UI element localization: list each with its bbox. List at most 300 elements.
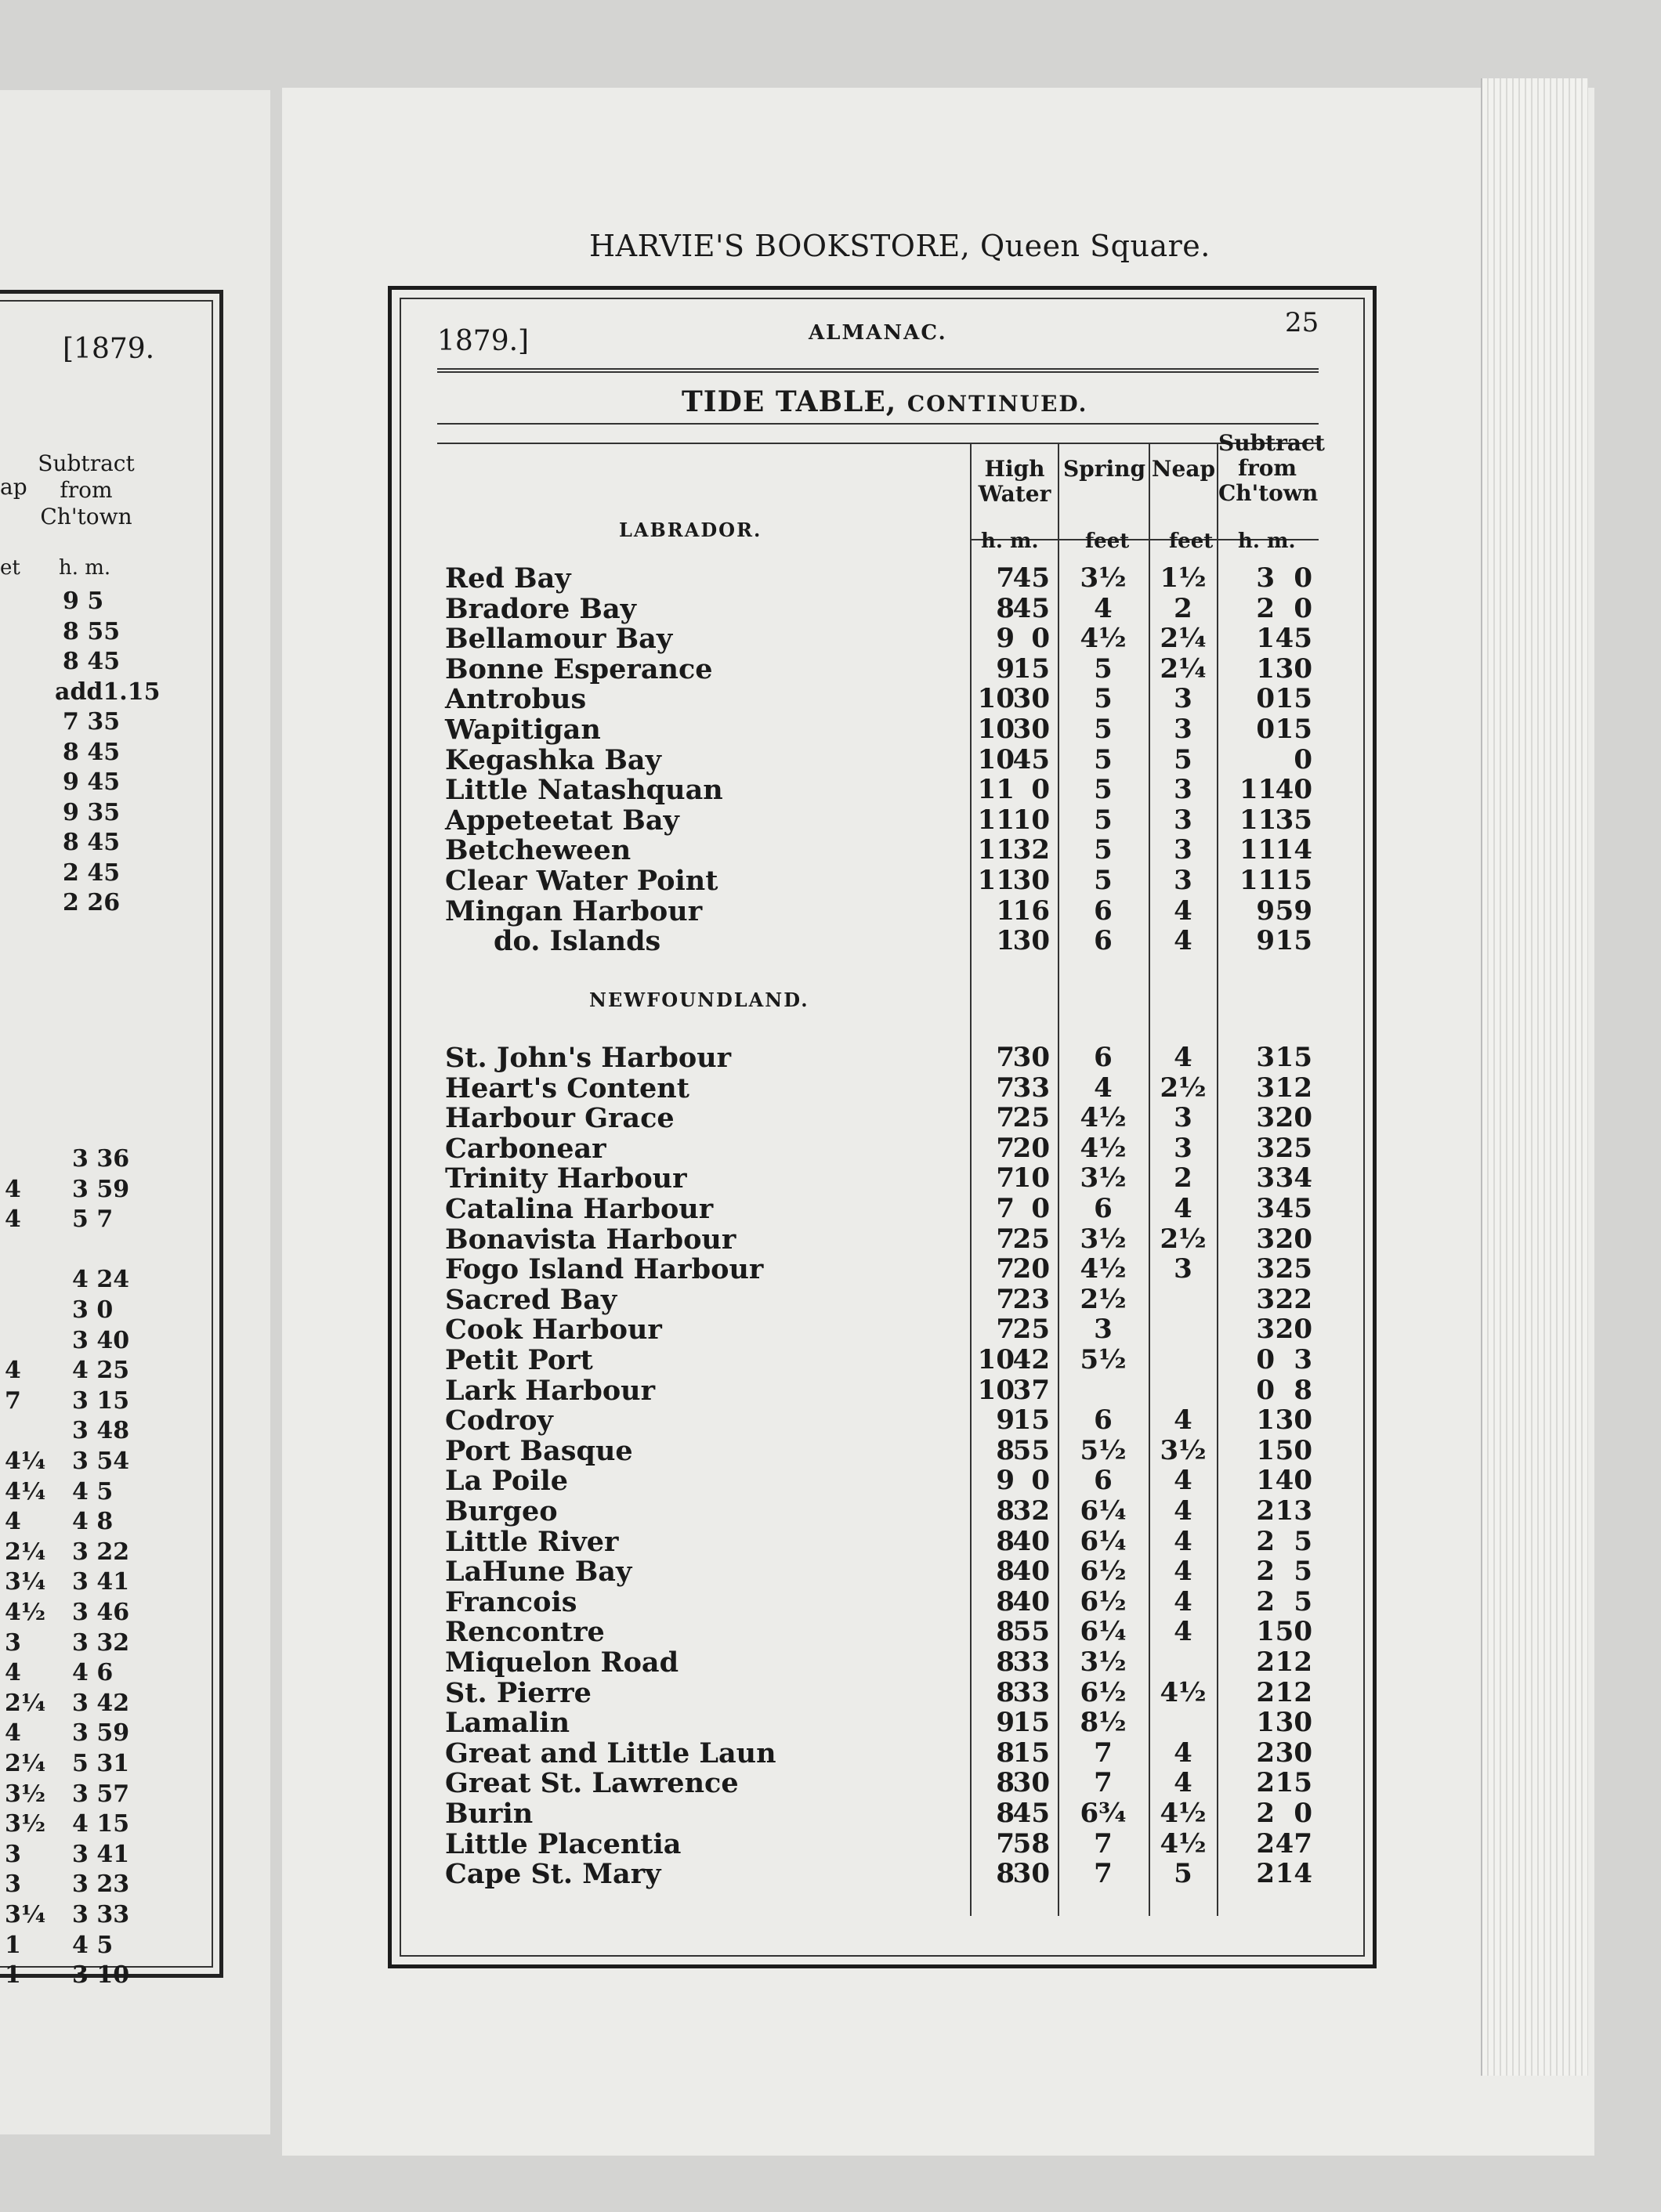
neap-feet: 3 <box>1174 683 1192 715</box>
place-name: Carbonear <box>445 1132 606 1165</box>
high-water-hours: 9 <box>996 652 1015 685</box>
table-row <box>0 683 1661 716</box>
subtract-minutes: 30 <box>1275 652 1312 685</box>
high-water-minutes: 0 <box>1031 623 1050 655</box>
spring-feet: 6 <box>1094 895 1113 927</box>
high-water-minutes: 10 <box>1012 804 1050 836</box>
high-water-minutes: 58 <box>1012 1827 1050 1860</box>
subtract-hours: 2 <box>1256 1858 1275 1890</box>
neap-feet: 3 <box>1174 865 1192 896</box>
high-water-hours: 9 <box>996 623 1015 655</box>
spring-feet: 5 <box>1094 865 1113 896</box>
high-water-hours: 8 <box>996 592 1015 624</box>
high-water-minutes: 16 <box>1012 895 1050 927</box>
spring-feet: 3½ <box>1080 1223 1127 1255</box>
high-water-minutes: 32 <box>1012 834 1050 866</box>
table-row <box>0 895 1661 925</box>
left-page-value: 2 26 <box>63 889 121 916</box>
high-water-minutes: 25 <box>1012 1314 1050 1346</box>
subtract-minutes: 22 <box>1275 1283 1312 1315</box>
spring-feet: 2½ <box>1080 1283 1127 1315</box>
table-row <box>0 1102 1661 1135</box>
neap-feet: 5 <box>1174 1858 1192 1890</box>
left-page-value: 4 5 <box>72 1931 114 1959</box>
units-subtract: h. m. <box>1238 530 1296 553</box>
high-water-minutes: 10 <box>1012 1162 1050 1195</box>
subtract-hours: 9 <box>1256 925 1275 957</box>
table-row <box>0 1132 1661 1165</box>
spring-feet: 8½ <box>1080 1707 1127 1739</box>
high-water-hours: 10 <box>977 683 1015 715</box>
place-name: Little Placentia <box>445 1827 682 1860</box>
table-row <box>0 1828 1661 1858</box>
place-name: Rencontre <box>445 1616 605 1649</box>
high-water-minutes: 45 <box>1012 1798 1050 1829</box>
bookstore-header: HARVIE'S BOOKSTORE, Queen Square. <box>589 229 1210 263</box>
left-page-value: 5 31 <box>72 1750 130 1777</box>
high-water-minutes: 33 <box>1012 1072 1050 1104</box>
subtract-minutes: 14 <box>1275 1858 1312 1890</box>
high-water-hours: 8 <box>996 1495 1015 1527</box>
spring-feet: 6¾ <box>1080 1798 1127 1829</box>
high-water-hours: 10 <box>977 1344 1015 1375</box>
neap-feet: 2 <box>1174 592 1192 624</box>
table-row <box>0 714 1661 746</box>
subtract-minutes: 15 <box>1275 683 1312 715</box>
table-row <box>0 653 1661 683</box>
left-page-value: 3 <box>5 1840 21 1868</box>
left-page-value: 2 45 <box>63 858 121 887</box>
high-water-minutes: 15 <box>1012 1707 1050 1739</box>
place-name: Appeteetat Bay <box>445 804 679 837</box>
high-water-hours: 8 <box>996 1737 1015 1769</box>
left-page-value: 4 <box>5 1175 21 1203</box>
neap-feet: 4½ <box>1160 1827 1207 1860</box>
subtract-minutes: 47 <box>1275 1827 1312 1860</box>
place-name: Great and Little Laun <box>445 1737 776 1769</box>
high-water-minutes: 23 <box>1012 1283 1050 1315</box>
subtract-minutes: 20 <box>1275 1314 1312 1346</box>
subtract-minutes: 15 <box>1275 1767 1312 1799</box>
left-page-value: 3 23 <box>72 1870 130 1899</box>
high-water-minutes: 25 <box>1012 1102 1050 1134</box>
high-water-hours: 10 <box>977 1374 1015 1406</box>
spring-feet: 6 <box>1094 1193 1113 1224</box>
high-water-minutes: 15 <box>1012 1404 1050 1437</box>
left-page-value: 3 41 <box>72 1840 130 1868</box>
place-name: Lamalin <box>445 1707 570 1740</box>
neap-feet: 3 <box>1174 804 1192 836</box>
neap-feet: 4½ <box>1160 1798 1207 1829</box>
high-water-hours: 1 <box>996 895 1015 927</box>
high-water-hours: 8 <box>996 1616 1015 1648</box>
high-water-minutes: 30 <box>1012 1767 1050 1799</box>
spring-feet: 7 <box>1094 1737 1113 1769</box>
subtract-hours: 1 <box>1256 1616 1275 1648</box>
neap-feet: 4 <box>1174 1525 1192 1557</box>
left-page-ap: ap <box>0 474 27 500</box>
left-page-value: 3¼ <box>5 1901 46 1928</box>
subtract-hours: 3 <box>1256 1162 1275 1195</box>
high-water-hours: 9 <box>996 1465 1015 1497</box>
left-page-value: 3 <box>5 1628 21 1657</box>
left-page-value: 3 33 <box>72 1901 130 1928</box>
place-name: Bradore Bay <box>445 592 637 625</box>
table-row <box>0 834 1661 867</box>
left-page-value: 4 <box>5 1205 21 1234</box>
high-water-hours: 10 <box>977 743 1015 775</box>
left-page-value: 3 57 <box>72 1780 130 1808</box>
table-row <box>0 1465 1661 1498</box>
high-water-minutes: 42 <box>1012 1344 1050 1375</box>
place-name: Betcheween <box>445 834 631 867</box>
left-page-value: 7 <box>5 1386 21 1415</box>
table-row <box>0 1284 1661 1314</box>
neap-feet: 3 <box>1174 1253 1192 1285</box>
neap-feet: 4 <box>1174 1465 1192 1497</box>
left-page-value: 3 22 <box>72 1538 130 1566</box>
subtract-minutes: 30 <box>1275 1707 1312 1739</box>
left-page-value: 3 59 <box>72 1719 130 1748</box>
neap-feet: 3 <box>1174 1132 1192 1164</box>
left-page-value: 8 55 <box>63 617 121 645</box>
table-row <box>0 1344 1661 1374</box>
left-page-value: 4 5 <box>72 1477 114 1505</box>
high-water-minutes: 20 <box>1012 1132 1050 1164</box>
spring-header: Spring <box>1062 456 1146 482</box>
left-page-year: [1879. <box>63 333 155 365</box>
table-row <box>0 1677 1661 1707</box>
place-name: Bonne Esperance <box>445 652 713 685</box>
spring-feet: 6½ <box>1080 1556 1127 1588</box>
high-water-hours: 8 <box>996 1798 1015 1829</box>
subtract-hours: 3 <box>1256 1253 1275 1285</box>
neap-feet: 3 <box>1174 834 1192 866</box>
high-water-minutes: 40 <box>1012 1585 1050 1617</box>
subtract-minutes: 40 <box>1275 1465 1312 1497</box>
place-name: Burgeo <box>445 1495 558 1527</box>
subtract-hours: 2 <box>1256 1827 1275 1860</box>
subtract-hours: 2 <box>1256 1676 1275 1708</box>
place-name: LaHune Bay <box>445 1556 632 1589</box>
subtract-hours: 0 <box>1256 1374 1275 1406</box>
left-page-units: h. m. <box>59 556 111 580</box>
subtract-minutes: 12 <box>1275 1676 1312 1708</box>
table-row <box>0 774 1661 807</box>
table-row <box>0 1435 1661 1465</box>
place-name: St. John's Harbour <box>445 1042 732 1074</box>
high-water-minutes: 32 <box>1012 1495 1050 1527</box>
left-page-value: 8 45 <box>63 738 121 766</box>
left-page-value: 9 45 <box>63 768 121 796</box>
left-page-value: 4 8 <box>72 1508 114 1536</box>
high-water-hours: 10 <box>977 714 1015 745</box>
subtract-hours: 2 <box>1256 1495 1275 1527</box>
subtract-minutes: 5 <box>1294 1556 1312 1588</box>
table-row <box>0 1072 1661 1102</box>
left-page-value: 9 35 <box>63 798 121 826</box>
subtract-minutes: 25 <box>1275 1132 1312 1164</box>
left-page-value: 3 40 <box>72 1326 130 1354</box>
high-water-hours: 11 <box>977 804 1015 836</box>
subtract-minutes: 35 <box>1275 804 1312 836</box>
subtract-hours: 3 <box>1256 1314 1275 1346</box>
left-page-value: 3 <box>5 1870 21 1899</box>
high-water-hours: 11 <box>977 834 1015 866</box>
subtract-header: Subtract from Ch'town <box>1218 430 1325 506</box>
left-page-value: 8 45 <box>63 829 121 856</box>
subtract-hours: 3 <box>1256 1283 1275 1315</box>
neap-feet: 5 <box>1174 743 1192 775</box>
table-row <box>0 1404 1661 1437</box>
table-row <box>0 1193 1661 1223</box>
table-row <box>0 744 1661 774</box>
high-water-minutes: 33 <box>1012 1646 1050 1678</box>
left-page-value: 4 25 <box>72 1357 130 1385</box>
spring-feet: 5 <box>1094 804 1113 836</box>
place-name: Catalina Harbour <box>445 1193 714 1225</box>
table-row <box>0 1737 1661 1767</box>
place-name: Harbour Grace <box>445 1102 675 1135</box>
high-water-hours: 8 <box>996 1676 1015 1708</box>
left-page-value: 5 7 <box>72 1205 114 1234</box>
high-water-minutes: 55 <box>1012 1616 1050 1648</box>
high-water-hours: 8 <box>996 1556 1015 1588</box>
high-water-hours: 7 <box>996 1827 1015 1860</box>
high-water-hours: 7 <box>996 1042 1015 1073</box>
spring-feet: 7 <box>1094 1858 1113 1890</box>
neap-feet: 4 <box>1174 1737 1192 1769</box>
table-row <box>0 1767 1661 1800</box>
spring-feet: 5½ <box>1080 1434 1127 1466</box>
place-name: Heart's Content <box>445 1072 689 1104</box>
left-page-value: 3 41 <box>72 1568 130 1596</box>
high-water-minutes: 15 <box>1012 652 1050 685</box>
subtract-hours: 1 <box>1256 1404 1275 1437</box>
almanac-label: ALMANAC. <box>809 321 947 345</box>
subtract-hours: 1 <box>1256 1707 1275 1739</box>
spring-feet: 4½ <box>1080 1132 1127 1164</box>
spring-feet: 3½ <box>1080 1646 1127 1678</box>
high-water-hours: 7 <box>996 1193 1015 1224</box>
table-row <box>0 1616 1661 1649</box>
spring-feet: 4 <box>1094 1072 1113 1104</box>
table-row <box>0 1858 1661 1891</box>
subtract-minutes: 45 <box>1275 623 1312 655</box>
table-row <box>0 1646 1661 1679</box>
place-name: Little River <box>445 1525 619 1558</box>
subtract-hours: 1 <box>1256 652 1275 685</box>
high-water-minutes: 30 <box>1012 1042 1050 1073</box>
neap-feet: 4 <box>1174 1495 1192 1527</box>
subtract-hours: 1 <box>1256 623 1275 655</box>
left-page-value: 4 6 <box>72 1659 114 1687</box>
left-page-value: 3 0 <box>72 1296 114 1324</box>
left-page-value: 1 <box>5 1931 21 1959</box>
subtract-hours: 3 <box>1256 1042 1275 1073</box>
left-page-value: 8 45 <box>63 648 121 675</box>
spring-feet: 4½ <box>1080 1102 1127 1134</box>
left-page-value: 3¼ <box>5 1568 46 1596</box>
units-spring: feet <box>1085 530 1130 553</box>
spring-feet: 5 <box>1094 652 1113 685</box>
neap-feet: 4 <box>1174 1556 1192 1588</box>
high-water-hours: 9 <box>996 1404 1015 1437</box>
left-page-value: 3½ <box>5 1780 46 1808</box>
neap-feet: 2¼ <box>1160 623 1207 655</box>
neap-feet: 3 <box>1174 774 1192 806</box>
spring-feet: 5½ <box>1080 1344 1127 1375</box>
neap-feet: 4 <box>1174 1193 1192 1224</box>
high-water-minutes: 40 <box>1012 1556 1050 1588</box>
subtract-minutes: 50 <box>1275 1616 1312 1648</box>
subtract-hours: 3 <box>1256 562 1275 594</box>
high-water-hours: 7 <box>996 1102 1015 1134</box>
place-name: Lark Harbour <box>445 1374 656 1407</box>
high-water-header: High Water <box>978 456 1051 507</box>
place-name: Port Basque <box>445 1434 633 1467</box>
neap-feet: 4 <box>1174 895 1192 927</box>
neap-feet: 2 <box>1174 1162 1192 1195</box>
left-page-value: 3 42 <box>72 1689 130 1717</box>
subtract-minutes: 45 <box>1275 1193 1312 1224</box>
high-water-hours: 7 <box>996 1223 1015 1255</box>
table-row <box>0 623 1661 656</box>
left-page-value: 4 <box>5 1719 21 1748</box>
high-water-minutes: 0 <box>1031 1193 1050 1224</box>
spring-feet: 6 <box>1094 1404 1113 1437</box>
left-page-value: 3 10 <box>72 1961 130 1990</box>
neap-feet: 4 <box>1174 1767 1192 1799</box>
subtract-minutes: 25 <box>1275 1253 1312 1285</box>
high-water-hours: 7 <box>996 1132 1015 1164</box>
high-water-hours: 11 <box>977 865 1015 896</box>
subtract-hours: 11 <box>1239 804 1277 836</box>
place-name: La Poile <box>445 1465 569 1498</box>
spring-feet: 6¼ <box>1080 1495 1127 1527</box>
subtract-minutes: 40 <box>1275 774 1312 806</box>
left-page-et: et <box>0 556 20 580</box>
subtract-minutes: 30 <box>1275 1737 1312 1769</box>
table-row <box>0 1495 1661 1525</box>
subtract-hours: 3 <box>1256 1223 1275 1255</box>
neap-feet: 4 <box>1174 1585 1192 1617</box>
left-page-value: 3 46 <box>72 1599 130 1626</box>
subtract-hours: 2 <box>1256 592 1275 624</box>
left-page-value: 3½ <box>5 1810 46 1838</box>
neap-feet: 2½ <box>1160 1223 1207 1255</box>
spring-feet: 4½ <box>1080 1253 1127 1285</box>
place-name: Bonavista Harbour <box>445 1223 736 1256</box>
subtract-minutes: 12 <box>1275 1072 1312 1104</box>
subtract-minutes: 30 <box>1275 1404 1312 1437</box>
left-page-subtract-header: Subtract from Ch'town <box>38 450 135 530</box>
high-water-hours: 1 <box>996 925 1015 957</box>
left-page-value: 4¼ <box>5 1477 46 1505</box>
place-name: Fogo Island Harbour <box>445 1253 764 1286</box>
spring-feet: 3½ <box>1080 1162 1127 1195</box>
table-row <box>0 1374 1661 1407</box>
subtract-hours: 2 <box>1256 1767 1275 1799</box>
spring-feet: 6 <box>1094 1042 1113 1073</box>
subtract-minutes: 5 <box>1294 1585 1312 1617</box>
high-water-hours: 11 <box>977 774 1015 806</box>
neap-feet: 4 <box>1174 1042 1192 1073</box>
tide-table-title <box>682 385 1087 418</box>
spring-feet: 5 <box>1094 714 1113 745</box>
high-water-hours: 8 <box>996 1434 1015 1466</box>
high-water-minutes: 30 <box>1012 1858 1050 1890</box>
subtract-minutes: 13 <box>1275 1495 1312 1527</box>
left-page-value: 9 5 <box>63 587 104 615</box>
tide-table-title-main: TIDE TABLE, <box>682 385 897 418</box>
section-labrador: LABRADOR. <box>619 519 762 541</box>
place-name: Codroy <box>445 1404 553 1437</box>
neap-feet: 1½ <box>1160 562 1207 594</box>
high-water-minutes: 30 <box>1012 925 1050 957</box>
left-page-value: 7 35 <box>63 708 121 736</box>
subtract-hours: 2 <box>1256 1646 1275 1678</box>
high-water-minutes: 20 <box>1012 1253 1050 1285</box>
subtract-hours: 2 <box>1256 1525 1275 1557</box>
place-name: Trinity Harbour <box>445 1162 687 1195</box>
spring-feet: 6¼ <box>1080 1616 1127 1648</box>
neap-feet: 3 <box>1174 1102 1192 1134</box>
high-water-minutes: 0 <box>1031 1465 1050 1497</box>
neap-feet: 3½ <box>1160 1434 1207 1466</box>
spring-feet: 6½ <box>1080 1676 1127 1708</box>
subtract-hours: 11 <box>1239 774 1277 806</box>
units-neap: feet <box>1169 530 1214 553</box>
section-newfoundland: NEWFOUNDLAND. <box>589 989 809 1011</box>
left-page-value: 4 <box>5 1357 21 1385</box>
place-name: Cook Harbour <box>445 1314 662 1346</box>
left-page-value: 4 15 <box>72 1810 130 1838</box>
subtract-minutes: 34 <box>1275 1162 1312 1195</box>
subtract-hours: 0 <box>1256 683 1275 715</box>
high-water-hours: 8 <box>996 1858 1015 1890</box>
left-page-value: 4 <box>5 1508 21 1536</box>
spring-feet: 6½ <box>1080 1585 1127 1617</box>
place-name: Francois <box>445 1585 577 1618</box>
table-row <box>0 1042 1661 1072</box>
tide-table-title-continued: CONTINUED. <box>906 391 1088 417</box>
subtract-minutes: 0 <box>1294 562 1312 594</box>
neap-feet: 3 <box>1174 714 1192 745</box>
left-page-value: 3 48 <box>72 1417 130 1445</box>
high-water-hours: 7 <box>996 1253 1015 1285</box>
subtract-minutes: 14 <box>1275 834 1312 866</box>
spring-feet: 5 <box>1094 774 1113 806</box>
spring-feet: 4½ <box>1080 623 1127 655</box>
subtract-hours: 1 <box>1256 1465 1275 1497</box>
subtract-minutes: 0 <box>1294 1798 1312 1829</box>
place-name: Wapitigan <box>445 714 601 746</box>
spring-feet: 6 <box>1094 1465 1113 1497</box>
place-name: Kegashka Bay <box>445 743 661 776</box>
subtract-minutes: 0 <box>1294 743 1312 775</box>
table-row <box>0 804 1661 837</box>
spring-feet: 4 <box>1094 592 1113 624</box>
year-label: 1879.] <box>437 325 530 357</box>
table-row <box>0 1314 1661 1346</box>
left-page-value: 3 32 <box>72 1628 130 1657</box>
subtract-hours: 1 <box>1256 1434 1275 1466</box>
high-water-minutes: 25 <box>1012 1223 1050 1255</box>
neap-feet: 4 <box>1174 1404 1192 1437</box>
subtract-hours: 3 <box>1256 1132 1275 1164</box>
left-page-value: 3 59 <box>72 1175 130 1203</box>
